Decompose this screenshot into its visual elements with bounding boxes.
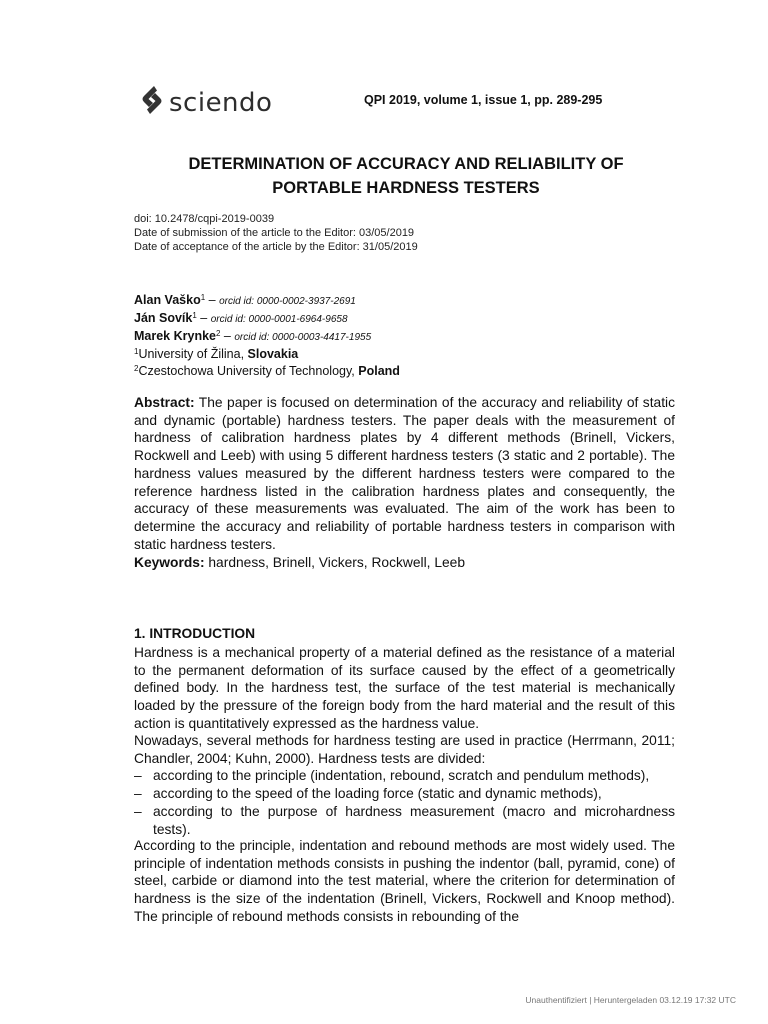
author-name: Marek Krynke bbox=[134, 329, 216, 343]
intro-paragraph-3: According to the principle, indentation and rebound methods are most widely used. The principle of indentation methods consists in pushing the indentor (ball, pyramid, cone) of steel, carbide or diamond into the test material, where the criterion for determination of hardness is the size of the indentation (Brinell, Vickers, Rockwell and Knoop method). The principle of rebound methods consists in rebounding of the bbox=[134, 838, 675, 924]
journal-issue: QPI 2019, volume 1, issue 1, pp. 289-295 bbox=[364, 93, 603, 107]
download-footer: Unauthentifiziert | Heruntergeladen 03.12.19 17:32 UTC bbox=[525, 995, 736, 1005]
author-affiliation-mark: 2 bbox=[216, 329, 221, 338]
intro-paragraph-1: Hardness is a mechanical property of a material defined as the resistance of a material to the permanent deformation of its surface caused by the effect of a geometrically defined body. In the hardness test, the surface of the test material is mechanically loaded by the pressure of the foreign body from the hard material and the result of this action is quantitatively expressed as the hardness value. bbox=[134, 645, 675, 731]
author-affiliation-mark: 1 bbox=[192, 311, 197, 320]
title-line-1: DETERMINATION OF ACCURACY AND RELIABILITY OF bbox=[188, 155, 624, 173]
affiliation-text: University of Žilina, bbox=[138, 347, 248, 361]
affiliation-text: Czestochowa University of Technology, bbox=[138, 364, 359, 378]
abstract-label: Abstract: bbox=[134, 395, 195, 410]
section-heading: 1. INTRODUCTION bbox=[134, 626, 256, 641]
author-separator: – bbox=[205, 293, 220, 307]
affiliation-country: Poland bbox=[358, 364, 400, 378]
article-meta bbox=[134, 212, 418, 255]
abstract bbox=[134, 394, 675, 553]
author bbox=[134, 328, 400, 346]
author-name: Ján Sovík bbox=[134, 311, 193, 325]
keywords-label: Keywords: bbox=[134, 555, 205, 570]
affiliation bbox=[134, 346, 400, 363]
author-separator: – bbox=[220, 329, 235, 343]
logo-text: sciendo bbox=[169, 87, 273, 118]
abstract-text: The paper is focused on determination of the accuracy and reliability of static and dynamic (portable) hardness testers. The paper deals with the measurement of hardness of calibration hardness plates by 4 different methods (Brinell, Vickers, Rockwell and Leeb) with using 5 different hardness testers (3 static and 2 portable). The hardness values measured by the different hardness testers were compared to the reference hardness listed in the calibration hardness plates and consequently, the accuracy of these measurements was evaluated. The aim of the work has been to determine the accuracy and reliability of portable hardness testers in comparison with static hardness testers. bbox=[134, 395, 675, 552]
title-line-2: PORTABLE HARDNESS TESTERS bbox=[272, 179, 540, 197]
acceptance-date: Date of acceptance of the article by the Editor: 31/05/2019 bbox=[134, 241, 418, 254]
keywords-text: hardness, Brinell, Vickers, Rockwell, Leeb bbox=[204, 555, 466, 570]
author-name: Alan Vaško bbox=[134, 293, 201, 307]
author-list bbox=[134, 292, 400, 380]
classification-list bbox=[134, 767, 675, 838]
list-item: – according to the purpose of hardness measurement (macro and microhardness tests). bbox=[134, 803, 675, 838]
intro-paragraph-2-text: Nowadays, several methods for hardness testing are used in practice (Herrmann, 2011; Chandler, 2004; Kuhn, 2000). Hardness tests are divided: bbox=[134, 733, 675, 766]
author bbox=[134, 310, 400, 328]
keywords bbox=[134, 554, 675, 572]
paper-title bbox=[120, 152, 692, 200]
doi: doi: 10.2478/cqpi-2019-0039 bbox=[134, 213, 275, 225]
sciendo-s-logo-icon bbox=[140, 84, 164, 121]
author-separator: – bbox=[196, 311, 211, 325]
intro-paragraph-2 bbox=[134, 732, 675, 838]
author-affiliation-mark: 1 bbox=[200, 293, 206, 302]
author-orcid: orcid id: 0000-0001-6964-9658 bbox=[210, 314, 348, 325]
affiliation-country: Slovakia bbox=[247, 347, 299, 361]
publisher-logo bbox=[140, 84, 272, 121]
author bbox=[134, 292, 400, 310]
affiliation-mark: 2 bbox=[134, 364, 139, 373]
author-orcid: orcid id: 0000-0003-4417-1955 bbox=[234, 332, 372, 343]
list-item: – according to the speed of the loading force (static and dynamic methods), bbox=[134, 785, 675, 803]
author-orcid: orcid id: 0000-0002-3937-2691 bbox=[219, 296, 356, 307]
affiliation bbox=[134, 363, 400, 380]
list-item: – according to the principle (indentation, rebound, scratch and pendulum methods), bbox=[134, 767, 675, 785]
submission-date: Date of submission of the article to the Editor: 03/05/2019 bbox=[134, 227, 415, 240]
affiliation-mark: 1 bbox=[134, 347, 139, 356]
